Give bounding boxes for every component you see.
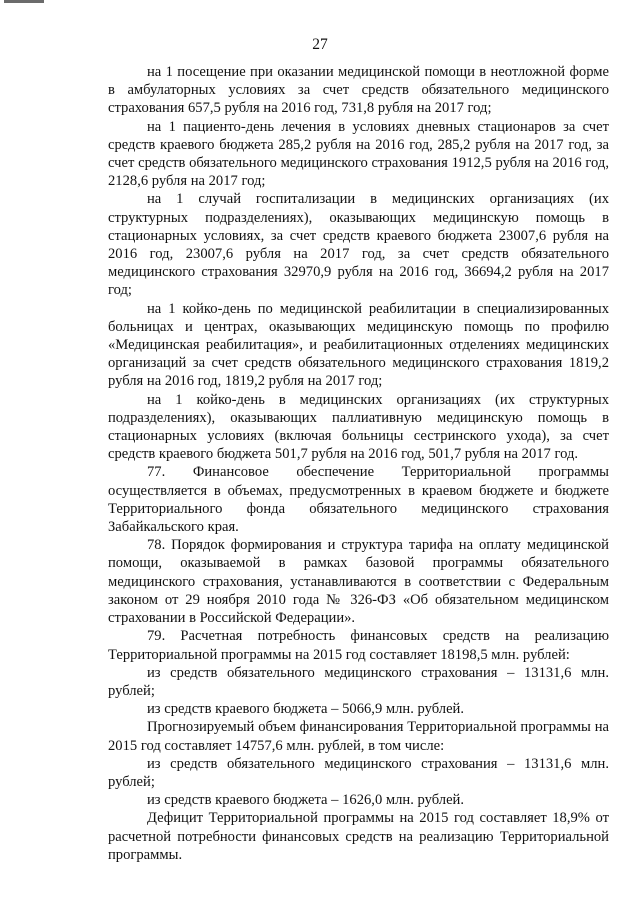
scan-corner-mark [4, 0, 44, 3]
paragraph: Дефицит Территориальной программы на 2015 год составляет 18,9% от расчетной потребности финансовых средств на реализацию Территориальной программы. [108, 810, 609, 863]
paragraph: из средств обязательного медицинского страхования – 13131,6 млн. рублей; [108, 664, 609, 699]
paragraph: из средств краевого бюджета – 1626,0 млн. рублей. [147, 792, 464, 809]
document-body [108, 63, 609, 864]
paragraph: на 1 пациенто-день лечения в условиях дневных стационаров за счет средств краевого бюджета 285,2 рубля на 2016 год, 285,2 рубля на 2017 год, за счет средств обязательного медицинского страхования 1912,5 рубля на 2016 год, 2128,6 рубля на 2017 год; [108, 118, 609, 190]
paragraph: 77. Финансовое обеспечение Территориальной программы осуществляется в объемах, предусмотренных в краевом бюджете и бюджете Территориального фонда обязательного медицинского страхования Забайкальского края. [108, 464, 609, 536]
page-number: 27 [312, 36, 328, 53]
paragraph: на 1 посещение при оказании медицинской помощи в неотложной форме в амбулаторных условиях за счет средств обязательного медицинского страхования 657,5 рубля на 2016 год, 731,8 рубля на 2017 год; [108, 64, 609, 117]
paragraph: на 1 случай госпитализации в медицинских организациях (их структурных подразделениях), оказывающих медицинскую помощь в стационарных условиях, за счет средств краевого бюджета 23007,6 рубля на 2016 год, 23007,6 рубля на 2017 год, за счет средств обязательного медицинского страхования 32970,9 рубля на 2016 год, 36694,2 рубля на 2017 год; [108, 191, 609, 299]
paragraph: 78. Порядок формирования и структура тарифа на оплату медицинской помощи, оказываемой в рамках базовой программы обязательного медицинского страхования, устанавливаются в соответствии с Федеральным законом от 29 ноября 2010 года № 326-ФЗ «Об обязательном медицинском страховании в Российской Федерации». [108, 537, 609, 627]
paragraph: из средств краевого бюджета – 5066,9 млн. рублей. [147, 701, 464, 718]
paragraph: из средств обязательного медицинского страхования – 13131,6 млн. рублей; [108, 755, 609, 790]
paragraph: Прогнозируемый объем финансирования Территориальной программы на 2015 год составляет 14757,6 млн. рублей, в том числе: [108, 719, 609, 754]
paragraph: 79. Расчетная потребность финансовых средств на реализацию Территориальной программы на 2015 год составляет 18198,5 млн. рублей: [108, 628, 609, 663]
paragraph: на 1 койко-день в медицинских организациях (их структурных подразделениях), оказывающих паллиативную медицинскую помощь в стационарных условиях (включая больницы сестринского ухода), за счет средств краевого бюджета 501,7 рубля на 2016 год, 501,7 рубля на 2017 год. [108, 391, 609, 463]
paragraph: на 1 койко-день по медицинской реабилитации в специализированных больницах и центрах, оказывающих медицинскую помощь по профилю «Медицинская реабилитация», и реабилитационных отделениях медицинских организаций за счет средств обязательного медицинского страхования 1819,2 рубля на 2016 год, 1819,2 рубля на 2017 год; [108, 300, 609, 390]
